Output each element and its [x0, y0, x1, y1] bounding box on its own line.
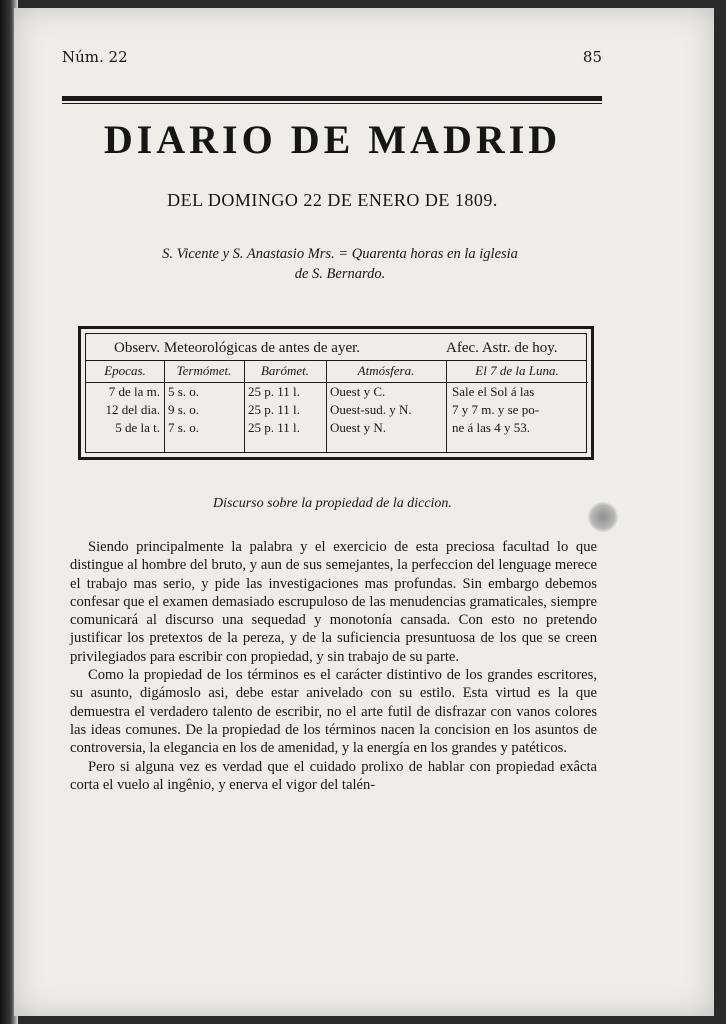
- meteo-heading-left: Observ. Meteorológicas de antes de ayer.: [114, 340, 361, 356]
- col-astro: [446, 360, 588, 452]
- meteo-heading: [86, 334, 586, 361]
- col-header-epocas: Epocas.: [86, 360, 164, 383]
- issue-number: Núm. 22: [62, 48, 128, 66]
- termometro-row: 5 s. o.: [168, 384, 200, 399]
- epoca-row: 5 de la t.: [115, 420, 160, 435]
- col-header-atmosfera: Atmósfera.: [326, 360, 446, 383]
- col-header-astro: El 7 de la Luna.: [446, 360, 588, 383]
- discourse-title: Discurso sobre la propiedad de la diccion.: [213, 496, 452, 511]
- paragraph: Pero si alguna vez es verdad que el cuidado prolixo de hablar con propiedad exâcta corta el vuelo al ingênio, y enerva el vigor del talén-: [70, 758, 597, 793]
- termometro-row: 7 s. o.: [168, 420, 200, 435]
- page-header: [62, 48, 602, 70]
- saints-line-1: S. Vicente y S. Anastasio Mrs. = Quarenta horas en la iglesia: [162, 246, 518, 262]
- astro-row: ne á las 4 y 53.: [452, 420, 530, 435]
- col-header-barometro: Barómet.: [244, 360, 326, 383]
- barometro-row: 25 p. 11 l.: [248, 402, 300, 417]
- header-rule-thin: [62, 103, 602, 104]
- saints-line-2: de S. Bernardo.: [294, 266, 386, 282]
- atmosfera-row: Ouest-sud. y N.: [330, 402, 412, 417]
- atmosfera-row: Ouest y C.: [330, 384, 386, 399]
- meteorological-table: [78, 326, 594, 460]
- col-barometro: [244, 360, 327, 452]
- epoca-row: 7 de la m.: [108, 384, 160, 399]
- masthead-title: DIARIO DE MADRID: [103, 117, 562, 162]
- dateline: DEL DOMINGO 22 DE ENERO DE 1809.: [167, 190, 498, 210]
- header-rule-thick: [62, 96, 602, 101]
- astro-row: Sale el Sol á las: [452, 384, 535, 399]
- atmosfera-row: Ouest y N.: [330, 420, 386, 435]
- paragraph: Como la propiedad de los términos es el carácter distintivo de los grandes escritores, su asunto, digámoslo asi, debe estar anivelado con su estilo. Esta virtud es la que demuestra el verdadero talento de escribir, no el arte futil de disfrazar con vanos colores las ideas comunes. De la propiedad de los términos nacen la concision en los asuntos de controversia, la elegancia en los de amenidad, y la energía en los grandes y patéticos.: [70, 667, 597, 757]
- meteo-heading-right: Afec. Astr. de hoy.: [446, 340, 558, 356]
- ink-stain: [588, 502, 618, 532]
- barometro-row: 25 p. 11 l.: [248, 384, 300, 399]
- paragraph: Siendo principalmente la palabra y el exercicio de esta preciosa facultad lo que distingue al hombre del bruto, y aun de sus semejantes, la perfeccion del lenguage merece el trabajo mas serio, y pide las investigaciones mas profundas. Sin embargo debemos confesar que el examen demasiado escrupuloso de las menudencias gramaticales, siempre comunicará al discurso una sequedad y monotonía cansada. Con esto no pretendo justificar los pretextos de la pereza, y de la suficiencia presuntuosa de los que se creen privilegiados para escribir con propiedad, y sin trabajo de su parte.: [70, 539, 597, 665]
- epoca-row: 12 del dia.: [105, 402, 160, 417]
- col-termometro: [164, 360, 245, 452]
- termometro-row: 9 s. o.: [168, 402, 200, 417]
- discourse-body: [70, 538, 597, 794]
- meteo-inner-frame: [85, 333, 587, 453]
- col-header-termometro: Termómet.: [164, 360, 244, 383]
- barometro-row: 25 p. 11 l.: [248, 420, 300, 435]
- saints-of-the-day: [90, 244, 590, 284]
- col-epocas: [86, 360, 165, 452]
- col-atmosfera: [326, 360, 447, 452]
- page-number: 85: [582, 48, 602, 66]
- astro-row: 7 y 7 m. y se po-: [452, 402, 540, 417]
